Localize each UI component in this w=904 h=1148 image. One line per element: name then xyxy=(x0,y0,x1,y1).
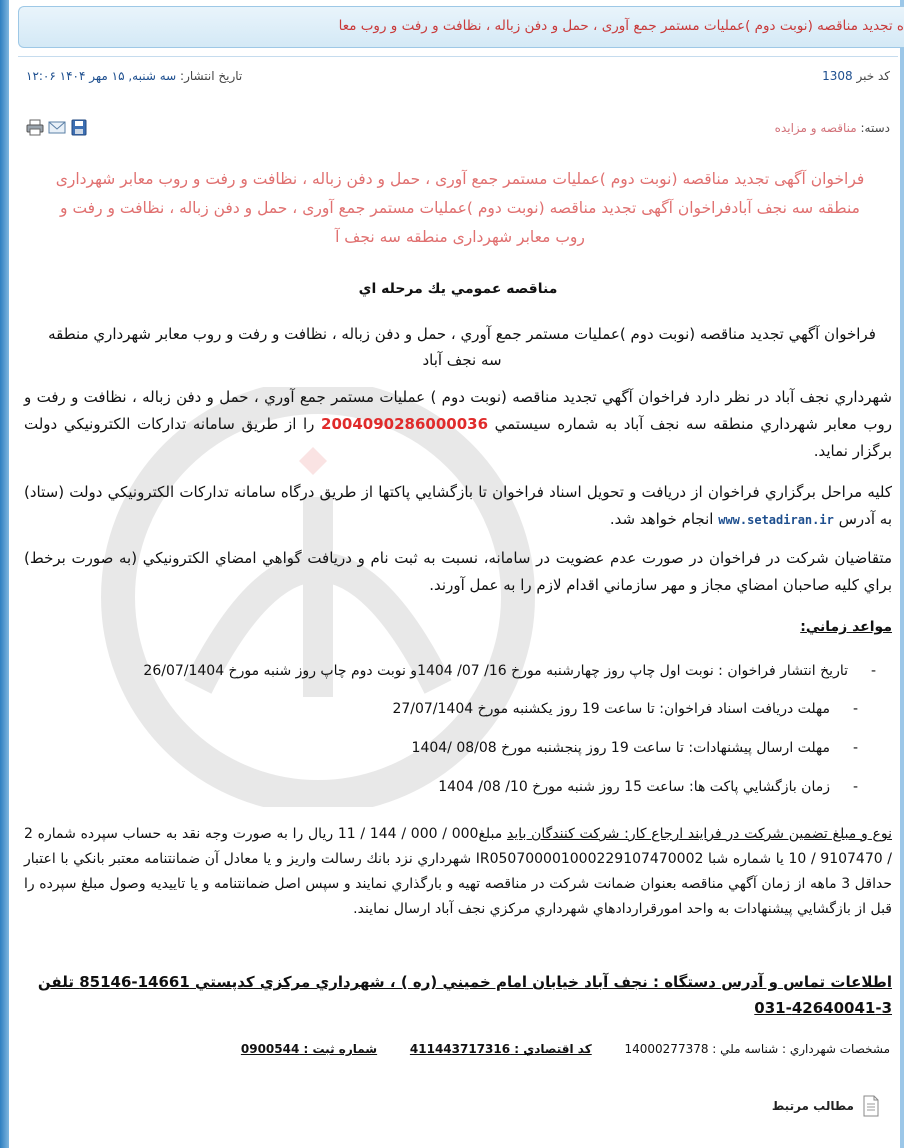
right-frame-border xyxy=(900,0,904,1148)
contact-info: اطلاعات تماس و آدرس دستگاه : نجف آباد خيابان امام خميني (ره ) ، شهرداري مركزي كدپستي 14661-85146 تلفن 3-42640041-031 xyxy=(37,973,892,1017)
paragraph-process xyxy=(24,479,892,534)
related-articles[interactable] xyxy=(772,1095,880,1117)
guarantee-heading: نوع و مبلغ تضمين شركت در فرايند ارجاع كار: شركت كنندگان بايد xyxy=(506,826,893,842)
title-bar xyxy=(18,6,904,48)
guarantee-paragraph xyxy=(24,822,892,922)
paragraph-process-end: انجام خواهد شد. xyxy=(609,510,714,528)
registration-number: شماره ثبت : 0900544 xyxy=(240,1042,378,1056)
deadline-text: مهلت ارسال پيشنهادات: تا ساعت 19 روز پنجشنبه مورخ 08/08 /1404 xyxy=(411,740,830,756)
deadlines-heading: مواعد زماني: xyxy=(800,619,892,635)
setad-link[interactable]: www.setadiran.ir xyxy=(718,513,834,527)
article-subtitle: مناقصه عمومي يك مرحله اي xyxy=(358,281,558,297)
article-tools xyxy=(26,119,88,137)
paragraph-announcement-end: را از طريق سامانه تداركات الكترونيكي دولت برگزار نمايد. xyxy=(24,415,892,460)
publish-date xyxy=(26,69,242,83)
municipality-specs xyxy=(24,1039,890,1057)
related-label: مطالب مرتبط xyxy=(771,1099,854,1113)
category-link[interactable]: مناقصه و مزایده xyxy=(774,121,857,135)
publish-date-value: سه شنبه, ۱۵ مهر ۱۴۰۴ ۱۲:۰۶ xyxy=(26,69,177,83)
envelope-icon[interactable] xyxy=(48,119,66,136)
guarantee-text: مبلغ000 / 000 / 144 / 11 ريال را به صورت وجه نقد به حساب سپرده شماره 2 / 9107470 / 10 يا شماره شبا IR050700001000229107470002 شهرداري نزد بانك رسالت واريز و يا معادل آن ضمانتنامه معتبر بانكي با اعتبار حداقل 3 ماهه از زمان آگهي مناقصه بعنوان ضمانت شركت در مناقصه تهيه و بارگذاري نمايند و سپس اصل ضمانتنامه و يا تاييديه وصول مبلغ سپرده را قبل از بازگشايي پيشنهادات به واحد امورقراردادهاي شهرداري مركزي نجف آباد ارسال نمايند. xyxy=(24,826,893,917)
news-code-label: کد خبر xyxy=(856,69,890,83)
economic-code: كد اقتصادي : 411443717316 xyxy=(409,1042,592,1056)
deadline-item: -تاريخ انتشار فراخوان : نوبت اول چاپ روز چهارشنبه مورخ 16/ 07/ 1404و نوبت دوم چاپ روز شنبه مورخ 26/07/1404 xyxy=(143,663,876,679)
left-frame-border xyxy=(0,0,9,1148)
system-number: 2004090286000036 xyxy=(321,415,489,433)
deadline-item: -مهلت دريافت اسناد فراخوان: تا ساعت 19 روز يكشنبه مورخ 27/07/1404 xyxy=(392,701,858,717)
article-heading: فراخوان آگهي تجديد مناقصه (نوبت دوم )عمليات مستمر جمع آوري ، حمل و دفن زباله ، نظافت و رفت و روب معابر شهرداري منطقه سه نجف آباد xyxy=(48,325,876,369)
paragraph-process-text: كليه مراحل برگزاري فراخوان از دريافت و تحويل اسناد فراخوان تا بازگشايي پاكتها از طريق درگاه سامانه تداركات الكترونيكي دولت (ستاد) به آدرس xyxy=(24,483,892,528)
article-container xyxy=(18,56,898,1148)
page-title: ه تجدید مناقصه (نوبت دوم )عملیات مستمر جمع آوری ، حمل و دفن زباله ، نظافت و رفت و روب معا xyxy=(338,18,904,34)
deadline-item: -مهلت ارسال پيشنهادات: تا ساعت 19 روز پنجشنبه مورخ 08/08 /1404 xyxy=(411,740,858,756)
publish-date-label: تاریخ انتشار: xyxy=(180,69,243,83)
document-icon xyxy=(862,1095,880,1117)
printer-icon[interactable] xyxy=(26,119,44,136)
paragraph-registration: متقاضيان شركت در فراخوان در صورت عدم عضويت در سامانه، نسبت به ثبت نام و دريافت گواهي امضاي الكترونيكي (به صورت برخط) براي كليه صاحبان امضاي مجاز و مهر سازماني اقدام لازم را به عمل آورند. xyxy=(24,549,892,594)
paragraph-announcement xyxy=(24,384,892,465)
paragraph-announcement-text: شهرداري نجف آباد در نظر دارد فراخوان آگهي تجديد مناقصه (نوبت دوم ) عمليات مستمر جمع آوري ، حمل و دفن زباله ، نظافت و رفت و روب معابر شهرداري منطقه سه نجف آباد به شماره سيستمي xyxy=(24,388,892,433)
news-code-value: 1308 xyxy=(822,69,853,83)
category-row xyxy=(775,121,890,135)
category-label: دسته: xyxy=(860,121,890,135)
article-headline: فراخوان آگهی تجدید مناقصه (نوبت دوم )عملیات مستمر جمع آوری ، حمل و دفن زباله ، نظافت و رفت و روب معابر شهرداری منطقه سه نجف آبادفراخوان آگهی تجدید مناقصه (نوبت دوم )عملیات مستمر جمع آوری ، حمل و دفن زباله ، نظافت و رفت و روب معابر شهرداری منطقه سه نجف آ xyxy=(55,170,865,246)
national-id: مشخصات شهرداري : شناسه ملي : 14000277378 xyxy=(624,1042,890,1056)
deadline-item: -زمان بازگشايي پاكت ها: ساعت 15 روز شنبه مورخ 10/ 08/ 1404 xyxy=(438,779,858,795)
deadline-text: تاريخ انتشار فراخوان : نوبت اول چاپ روز چهارشنبه مورخ 16/ 07/ 1404و نوبت دوم چاپ روز شنبه مورخ 26/07/1404 xyxy=(143,663,848,679)
news-code xyxy=(822,69,890,83)
meta-row xyxy=(26,69,890,89)
deadline-text: مهلت دريافت اسناد فراخوان: تا ساعت 19 روز يكشنبه مورخ 27/07/1404 xyxy=(392,701,830,717)
deadline-text: زمان بازگشايي پاكت ها: ساعت 15 روز شنبه مورخ 10/ 08/ 1404 xyxy=(438,779,830,795)
floppy-disk-icon[interactable] xyxy=(70,119,88,136)
